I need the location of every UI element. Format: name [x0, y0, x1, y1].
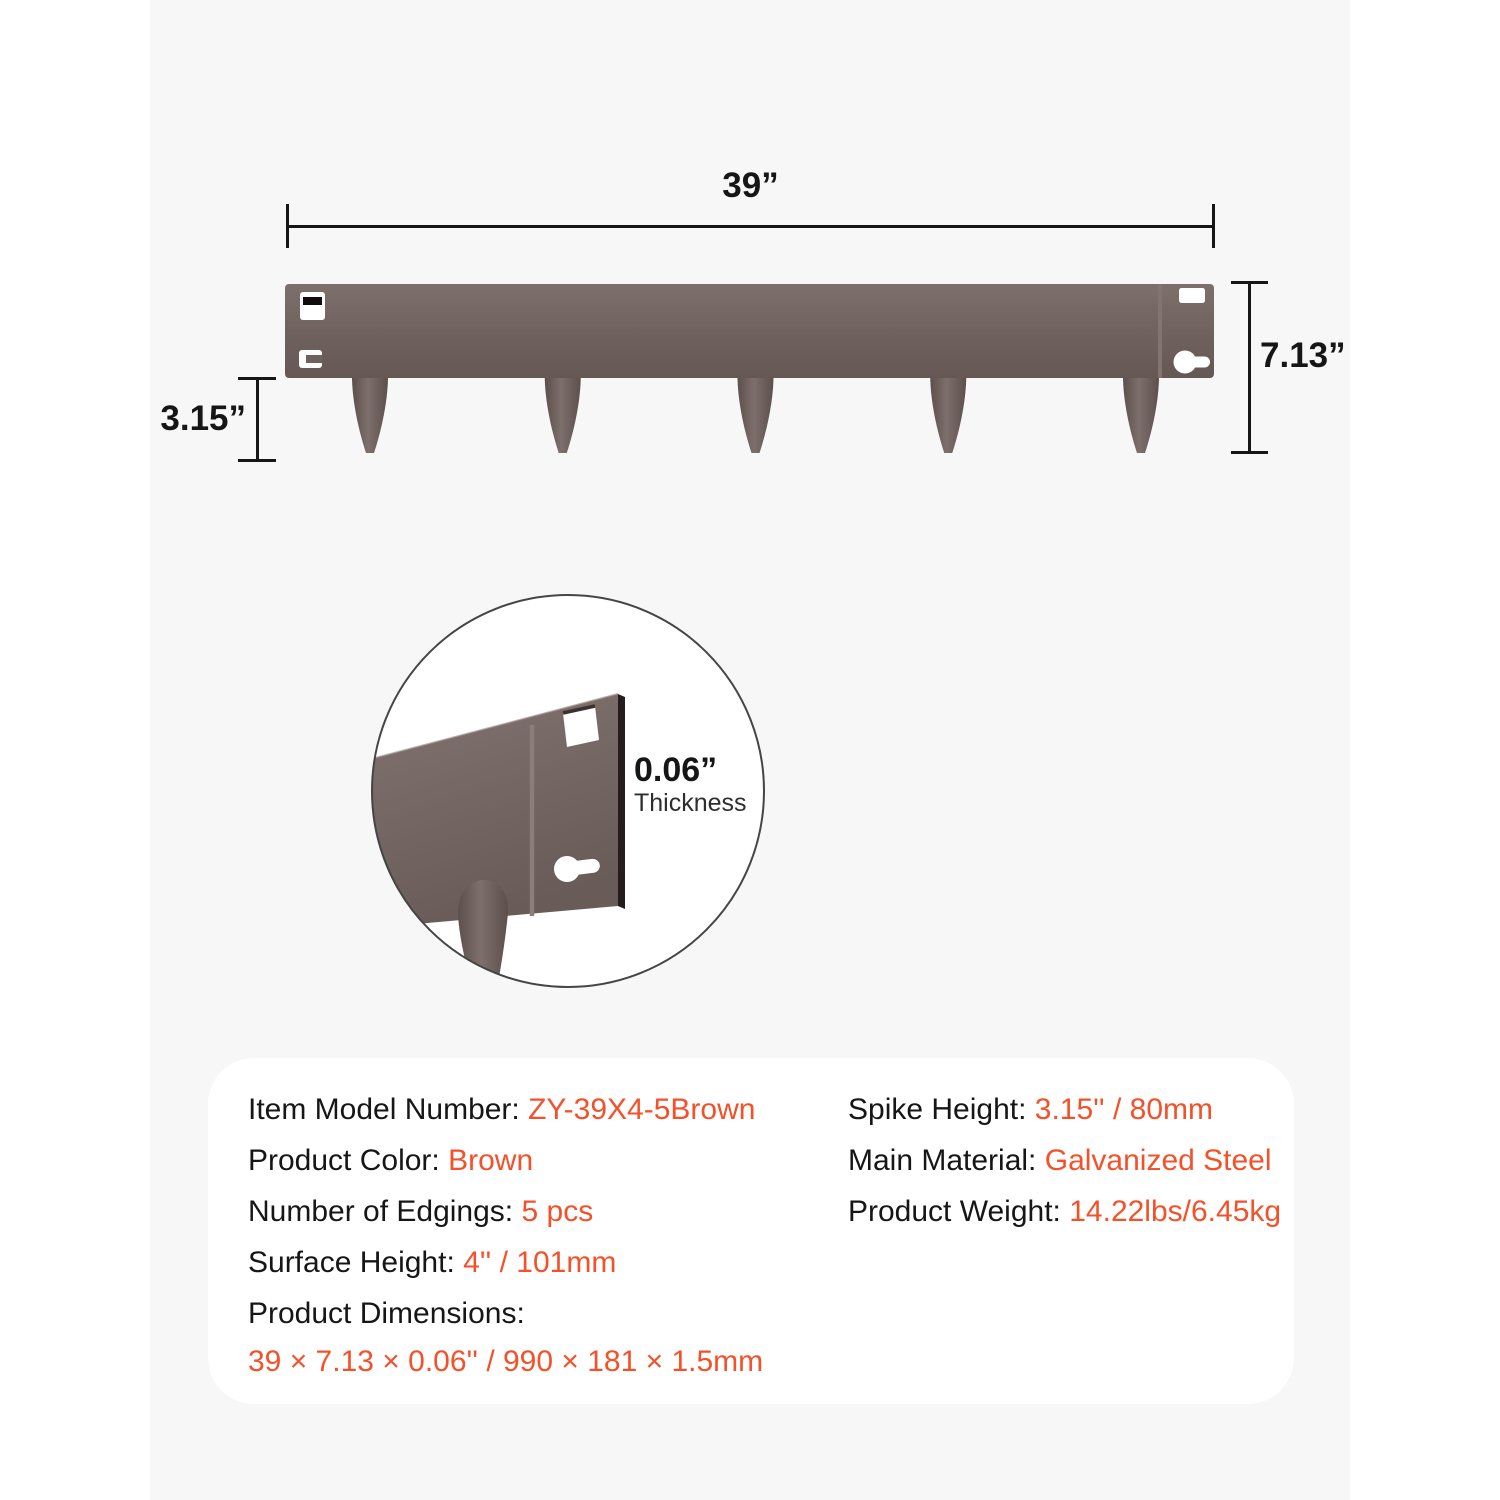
spec-value: 39 × 7.13 × 0.06'' / 990 × 181 × 1.5mm	[248, 1345, 764, 1378]
spec-value: ZY-39X4-5Brown	[528, 1093, 756, 1126]
spec-row	[248, 1339, 763, 1385]
spike	[545, 372, 581, 453]
spec-column-left	[248, 1058, 763, 1385]
thickness-caption: Thickness	[634, 789, 747, 817]
spec-column-right	[848, 1058, 1281, 1237]
spec-panel	[208, 1058, 1294, 1404]
height-dimension-label: 7.13”	[1260, 336, 1346, 375]
spec-row	[248, 1186, 763, 1237]
width-dim-tick-right	[1212, 204, 1215, 248]
spec-value: 3.15'' / 80mm	[1034, 1093, 1213, 1126]
spec-row	[248, 1135, 763, 1186]
detail-rect-hole	[563, 706, 599, 747]
edging-bar	[285, 284, 1214, 378]
buckle-slot	[300, 292, 325, 320]
spike-dimension-label: 3.15”	[160, 399, 246, 438]
spec-label: Product Color:	[248, 1144, 449, 1177]
width-dim-tick-left	[286, 204, 289, 248]
spec-label: Product Dimensions:	[248, 1297, 525, 1330]
spec-row	[248, 1237, 763, 1288]
spike-dim-cap-bottom	[238, 459, 276, 462]
spec-label: Product Weight:	[848, 1195, 1070, 1228]
spec-row	[848, 1186, 1281, 1237]
spec-value: 14.22lbs/6.45kg	[1069, 1195, 1282, 1228]
spec-row	[848, 1135, 1281, 1186]
spike-dimension-line	[256, 378, 259, 462]
height-dimension-line	[1248, 283, 1251, 453]
width-dimension-line	[287, 225, 1214, 228]
tab-slot	[299, 350, 322, 368]
spec-value: 5 pcs	[521, 1195, 594, 1228]
spec-label: Number of Edgings:	[248, 1195, 522, 1228]
spec-label: Spike Height:	[848, 1093, 1035, 1126]
spike	[737, 372, 773, 453]
spec-label: Main Material:	[848, 1144, 1045, 1177]
right-slot	[1179, 288, 1205, 303]
spec-row	[848, 1084, 1281, 1135]
spec-value: Brown	[448, 1144, 534, 1177]
spike	[930, 372, 966, 453]
bar-seam	[1158, 284, 1162, 378]
spec-value: 4'' / 101mm	[463, 1246, 617, 1279]
height-dim-cap-bottom	[1231, 451, 1268, 454]
spec-row	[248, 1288, 763, 1339]
spike	[352, 372, 388, 453]
spike	[1123, 372, 1159, 453]
spike-row	[352, 372, 1159, 453]
thickness-value-label: 0.06”	[634, 751, 718, 789]
detail-spike	[458, 880, 508, 997]
width-dimension-label: 39”	[722, 166, 779, 205]
spike-dim-cap-top	[238, 377, 276, 380]
height-dim-cap-top	[1231, 281, 1268, 284]
detail-panel-edge	[618, 694, 625, 909]
spec-value: Galvanized Steel	[1044, 1144, 1272, 1177]
spec-row	[248, 1084, 763, 1135]
spec-label: Surface Height:	[248, 1246, 464, 1279]
spec-label: Item Model Number:	[248, 1093, 529, 1126]
